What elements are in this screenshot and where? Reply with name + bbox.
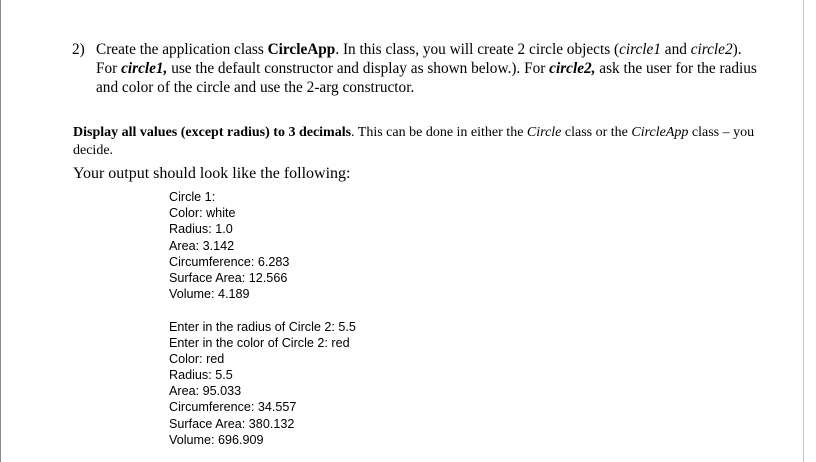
sample-output (169, 189, 356, 448)
item-text (96, 40, 758, 97)
circle2-bold: circle2, (549, 60, 596, 77)
item-text-part: ). For (96, 41, 742, 77)
output-line: Enter in the radius of Circle 2: 5.5 (169, 319, 356, 334)
output-line: Radius: 1.0 (169, 222, 233, 237)
page-left-border (0, 0, 1, 462)
output-line: Area: 3.142 (169, 238, 235, 253)
note-text-part: class or the (561, 125, 632, 140)
circle1-bold: circle1, (121, 60, 168, 77)
decimals-note-bold: Display all values (except radius) to 3 decimals (73, 125, 352, 140)
class-name-circleapp: CircleApp (267, 41, 336, 58)
output-line: Radius: 5.5 (169, 368, 233, 383)
page-right-border (803, 0, 804, 462)
output-line: Area: 95.033 (169, 384, 242, 399)
output-intro: Your output should look like the following: (73, 165, 351, 182)
item-number: 2) (72, 41, 85, 58)
circleapp-class-name: CircleApp (631, 125, 689, 140)
circle-class-name: Circle (526, 125, 562, 140)
output-line: Volume: 696.909 (169, 432, 264, 447)
assignment-item-2 (72, 40, 758, 97)
note-text-part: . This can be done in either the (351, 125, 527, 140)
output-line: Circumference: 34.557 (169, 400, 297, 415)
item-text-part: use the default constructor and display as shown below.). For (167, 60, 550, 77)
output-line: Enter in the color of Circle 2: red (169, 335, 350, 350)
output-line: Circle 1: (169, 190, 216, 204)
output-line: Volume: 4.189 (169, 287, 250, 302)
output-line: Color: white (169, 206, 236, 221)
item-text-part: ask the user for the radius and color of the circle and use the 2-arg constructor. (96, 60, 757, 96)
decimals-note (73, 124, 773, 159)
output-line: Color: red (169, 351, 225, 366)
note-text-part: class – you decide. (73, 125, 755, 158)
circle1-italic: circle1 (619, 41, 661, 58)
item-text-part: . In this class, you will create 2 circle objects ( (335, 41, 620, 58)
output-line: Circumference: 6.283 (169, 254, 290, 269)
circle2-italic: circle2 (690, 41, 733, 58)
output-spacer (169, 302, 356, 318)
item-text-part: and (660, 41, 691, 58)
output-line: Surface Area: 380.132 (169, 416, 295, 431)
item-text-part: Create the application class (96, 41, 268, 58)
output-line: Surface Area: 12.566 (169, 270, 288, 285)
